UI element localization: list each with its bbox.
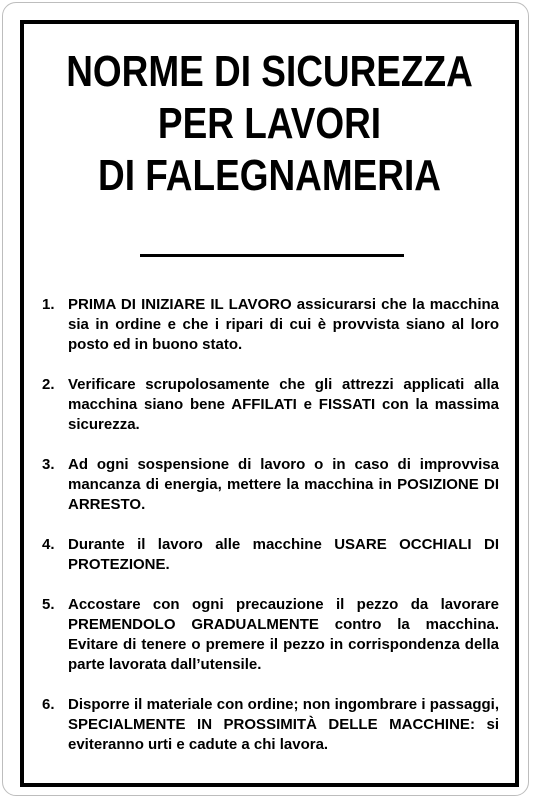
rule-emphasis: USARE OCCHIALI DI PROTEZIONE (68, 536, 499, 573)
safety-sign (2, 2, 529, 796)
rule-text-part: . (165, 556, 170, 573)
rule-text-part: : si eviteranno urti e cadute a chi lavora. (68, 716, 499, 753)
rule-text-part: Disporre il materiale con ordine; non ingombrare i passaggi, (68, 696, 499, 713)
rule-text-part: assicurarsi che la macchina sia in ordine e che i ripari di cui è provvista siano al loro posto ed in buono stato. (68, 296, 499, 353)
rule-text-part: contro la macchina. Evitare di tenere o premere il pezzo in corrispondenza della parte lavorata dall’utensile. (68, 616, 500, 673)
rule-text-part: Durante il lavoro alle macchine (68, 536, 335, 553)
rule-item-4 (42, 535, 499, 575)
title-line-1: NORME DI SICUREZZA (66, 47, 473, 96)
rule-text-part: Accostare con ogni precauzione il pezzo da lavorare (68, 596, 499, 613)
rule-text (68, 695, 499, 755)
title-divider (140, 254, 404, 257)
rule-number: 1. (42, 296, 55, 313)
rules-list (42, 295, 499, 775)
rule-text (68, 375, 499, 435)
rule-number: 6. (42, 696, 55, 713)
rule-text-part: e (296, 396, 319, 413)
rule-emphasis: AFFILATI (231, 396, 297, 413)
rule-item-6 (42, 695, 499, 755)
title-line-3: DI FALEGNAMERIA (98, 151, 441, 200)
sign-title (63, 46, 475, 202)
rule-text (68, 595, 499, 675)
rule-text-part: Verificare scrupolosamente che gli attrezzi applicati alla macchina siano bene (68, 376, 499, 413)
title-line-2: PER LAVORI (157, 99, 382, 148)
rule-emphasis: PRIMA DI INIZIARE IL LAVORO (68, 296, 292, 313)
rule-number: 4. (42, 536, 55, 553)
rule-emphasis: FISSATI (318, 396, 376, 413)
rule-item-5 (42, 595, 499, 675)
rule-text-part: . (141, 496, 146, 513)
rule-number: 3. (42, 456, 55, 473)
rule-item-1 (42, 295, 499, 355)
rule-item-3 (42, 455, 499, 515)
rule-item-2 (42, 375, 499, 435)
rule-text-part: con la massima sicurezza. (68, 396, 499, 433)
rule-text (68, 295, 499, 355)
rule-emphasis: PREMENDOLO GRADUALMENTE (68, 616, 319, 633)
rule-text-part: Ad ogni sospensione di lavoro o in caso di improvvisa mancanza di energia, mettere la macchina in (68, 456, 499, 493)
rule-number: 2. (42, 376, 55, 393)
rule-text (68, 455, 499, 515)
rule-emphasis: POSIZIONE DI ARRESTO (68, 476, 499, 513)
rule-number: 5. (42, 596, 55, 613)
rule-text (68, 535, 499, 575)
rule-emphasis: SPECIALMENTE IN PROSSIMITÀ DELLE MACCHINE (68, 716, 470, 733)
sign-frame (20, 20, 519, 787)
